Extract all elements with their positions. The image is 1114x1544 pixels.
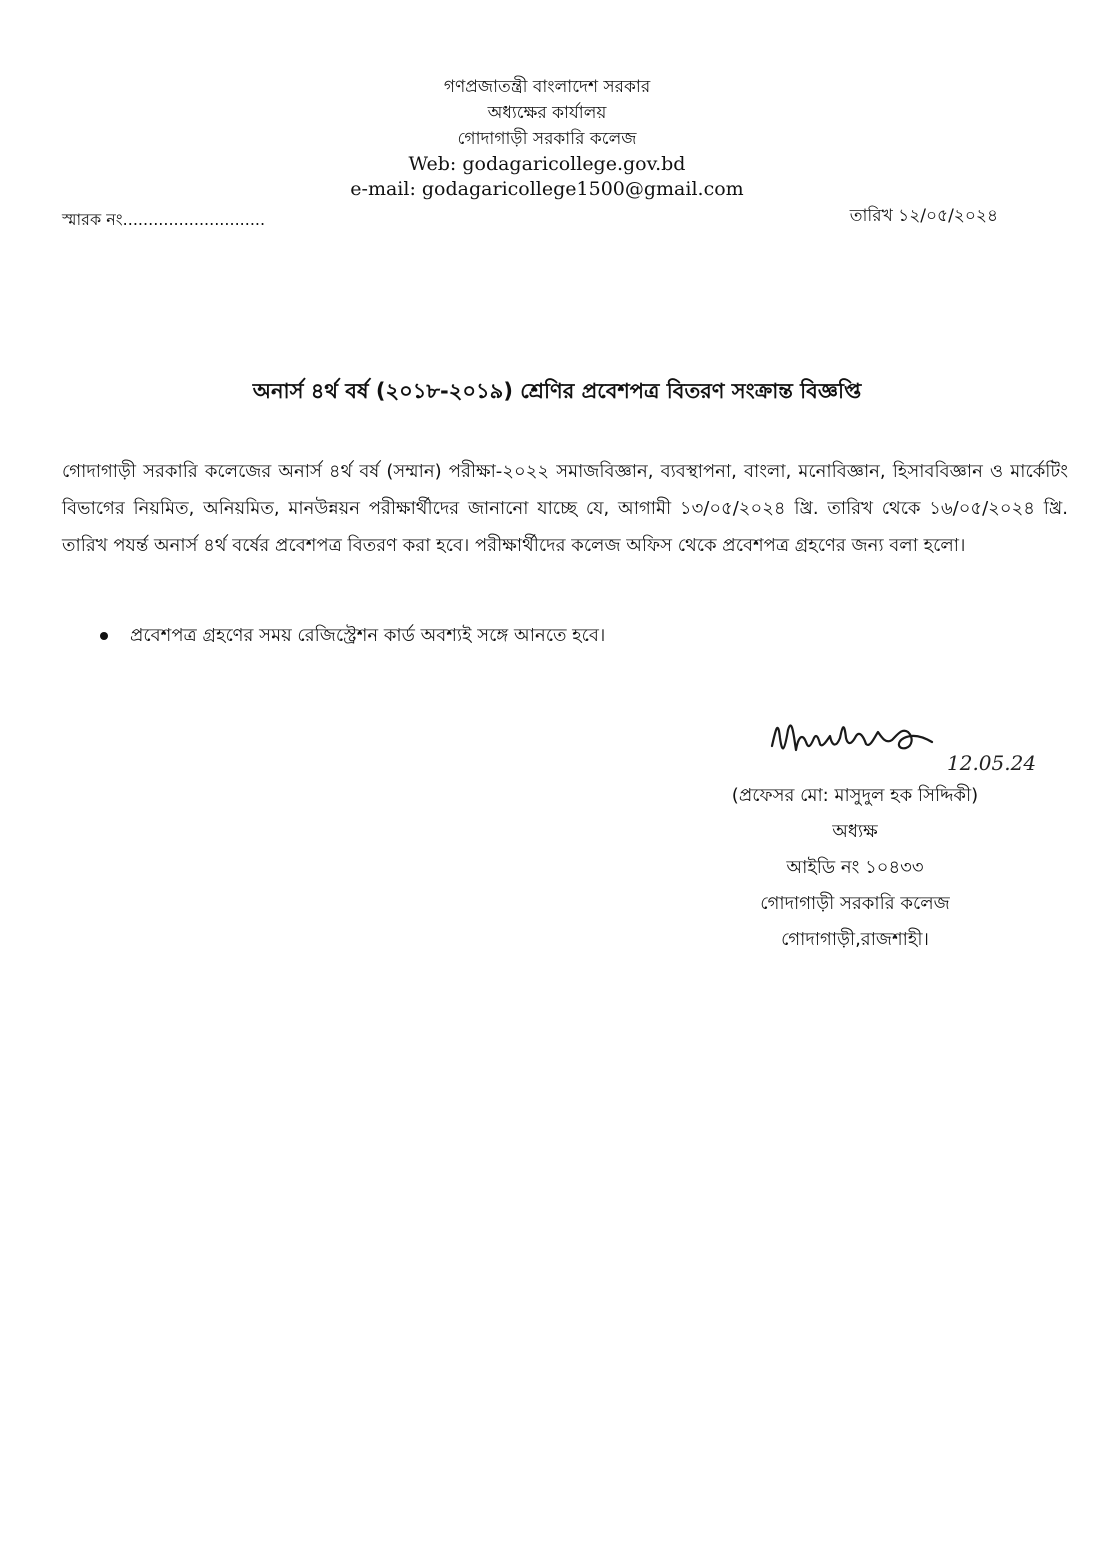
email-line: e-mail: godagaricollege1500@gmail.com [350, 178, 744, 200]
memo-number [62, 207, 265, 234]
notice-body: গোদাগাড়ী সরকারি কলেজের অনার্স ৪র্থ বর্ষ (সম্মান) পরীক্ষা-২০২২ সমাজবিজ্ঞান, ব্যবস্থাপনা, বাংলা, মনোবিজ্ঞান, হিসাববিজ্ঞান ও মার্কেটিং বিভাগের নিয়মিত, অনিয়মিত, মানউন্নয়ন পরীক্ষার্থীদের জানানো যাচ্ছে যে, আগামী ১৩/০৫/২০২৪ খ্রি. তারিখ থেকে ১৬/০৫/২০২৪ খ্রি. তারিখ পযর্ন্ত অনার্স ৪র্থ বর্ষের প্রবেশপত্র বিতরণ করা হবে। পরীক্ষার্থীদের কলেজ অফিস থেকে প্রবেশপত্র গ্রহণের জন্য বলা হলো। [62, 461, 1068, 556]
signatory-id: আইডি নং ১০৪৩৩ [786, 857, 924, 878]
signatory-designation: অধ্যক্ষ [832, 821, 878, 842]
handwritten-signature [762, 708, 1037, 778]
bullet-icon [100, 632, 108, 640]
government-name: গণপ্রজাতন্ত্রী বাংলাদেশ সরকার [443, 77, 651, 97]
signatory-location: গোদাগাড়ী,রাজশাহী। [781, 929, 929, 950]
notice-title: অনার্স ৪র্থ বর্ষ (২০১৮-২০১৯) শ্রেণির প্রবেশপত্র বিতরণ সংক্রান্ত বিজ্ঞপ্তি [252, 379, 862, 403]
memo-dots: ............................ [122, 210, 266, 229]
signatory-institution: গোদাগাড়ী সরকারি কলেজ [760, 893, 950, 914]
notice-date: তারিখ ১২/০৫/২০২৪ [849, 206, 998, 226]
office-name: অধ্যক্ষের কার্যালয় [487, 103, 607, 123]
college-name: গোদাগাড়ী সরকারি কলেজ [457, 129, 637, 149]
letterhead [0, 74, 1094, 202]
signatory-name: (প্রফেসর মো: মাসুদুল হক সিদ্দিকী) [731, 785, 979, 806]
list-item [100, 620, 605, 652]
memo-label: স্মারক নং [62, 210, 123, 229]
signature-date: 12.05.24 [947, 751, 1037, 775]
list-item-text: প্রবেশপত্র গ্রহণের সময় রেজিস্ট্রেশন কার্ড অবশ্যই সঙ্গে আনতে হবে। [130, 625, 606, 646]
instruction-list [100, 620, 605, 652]
website-line: Web: godagaricollege.gov.bd [408, 153, 686, 175]
signatory-block [690, 778, 1020, 958]
